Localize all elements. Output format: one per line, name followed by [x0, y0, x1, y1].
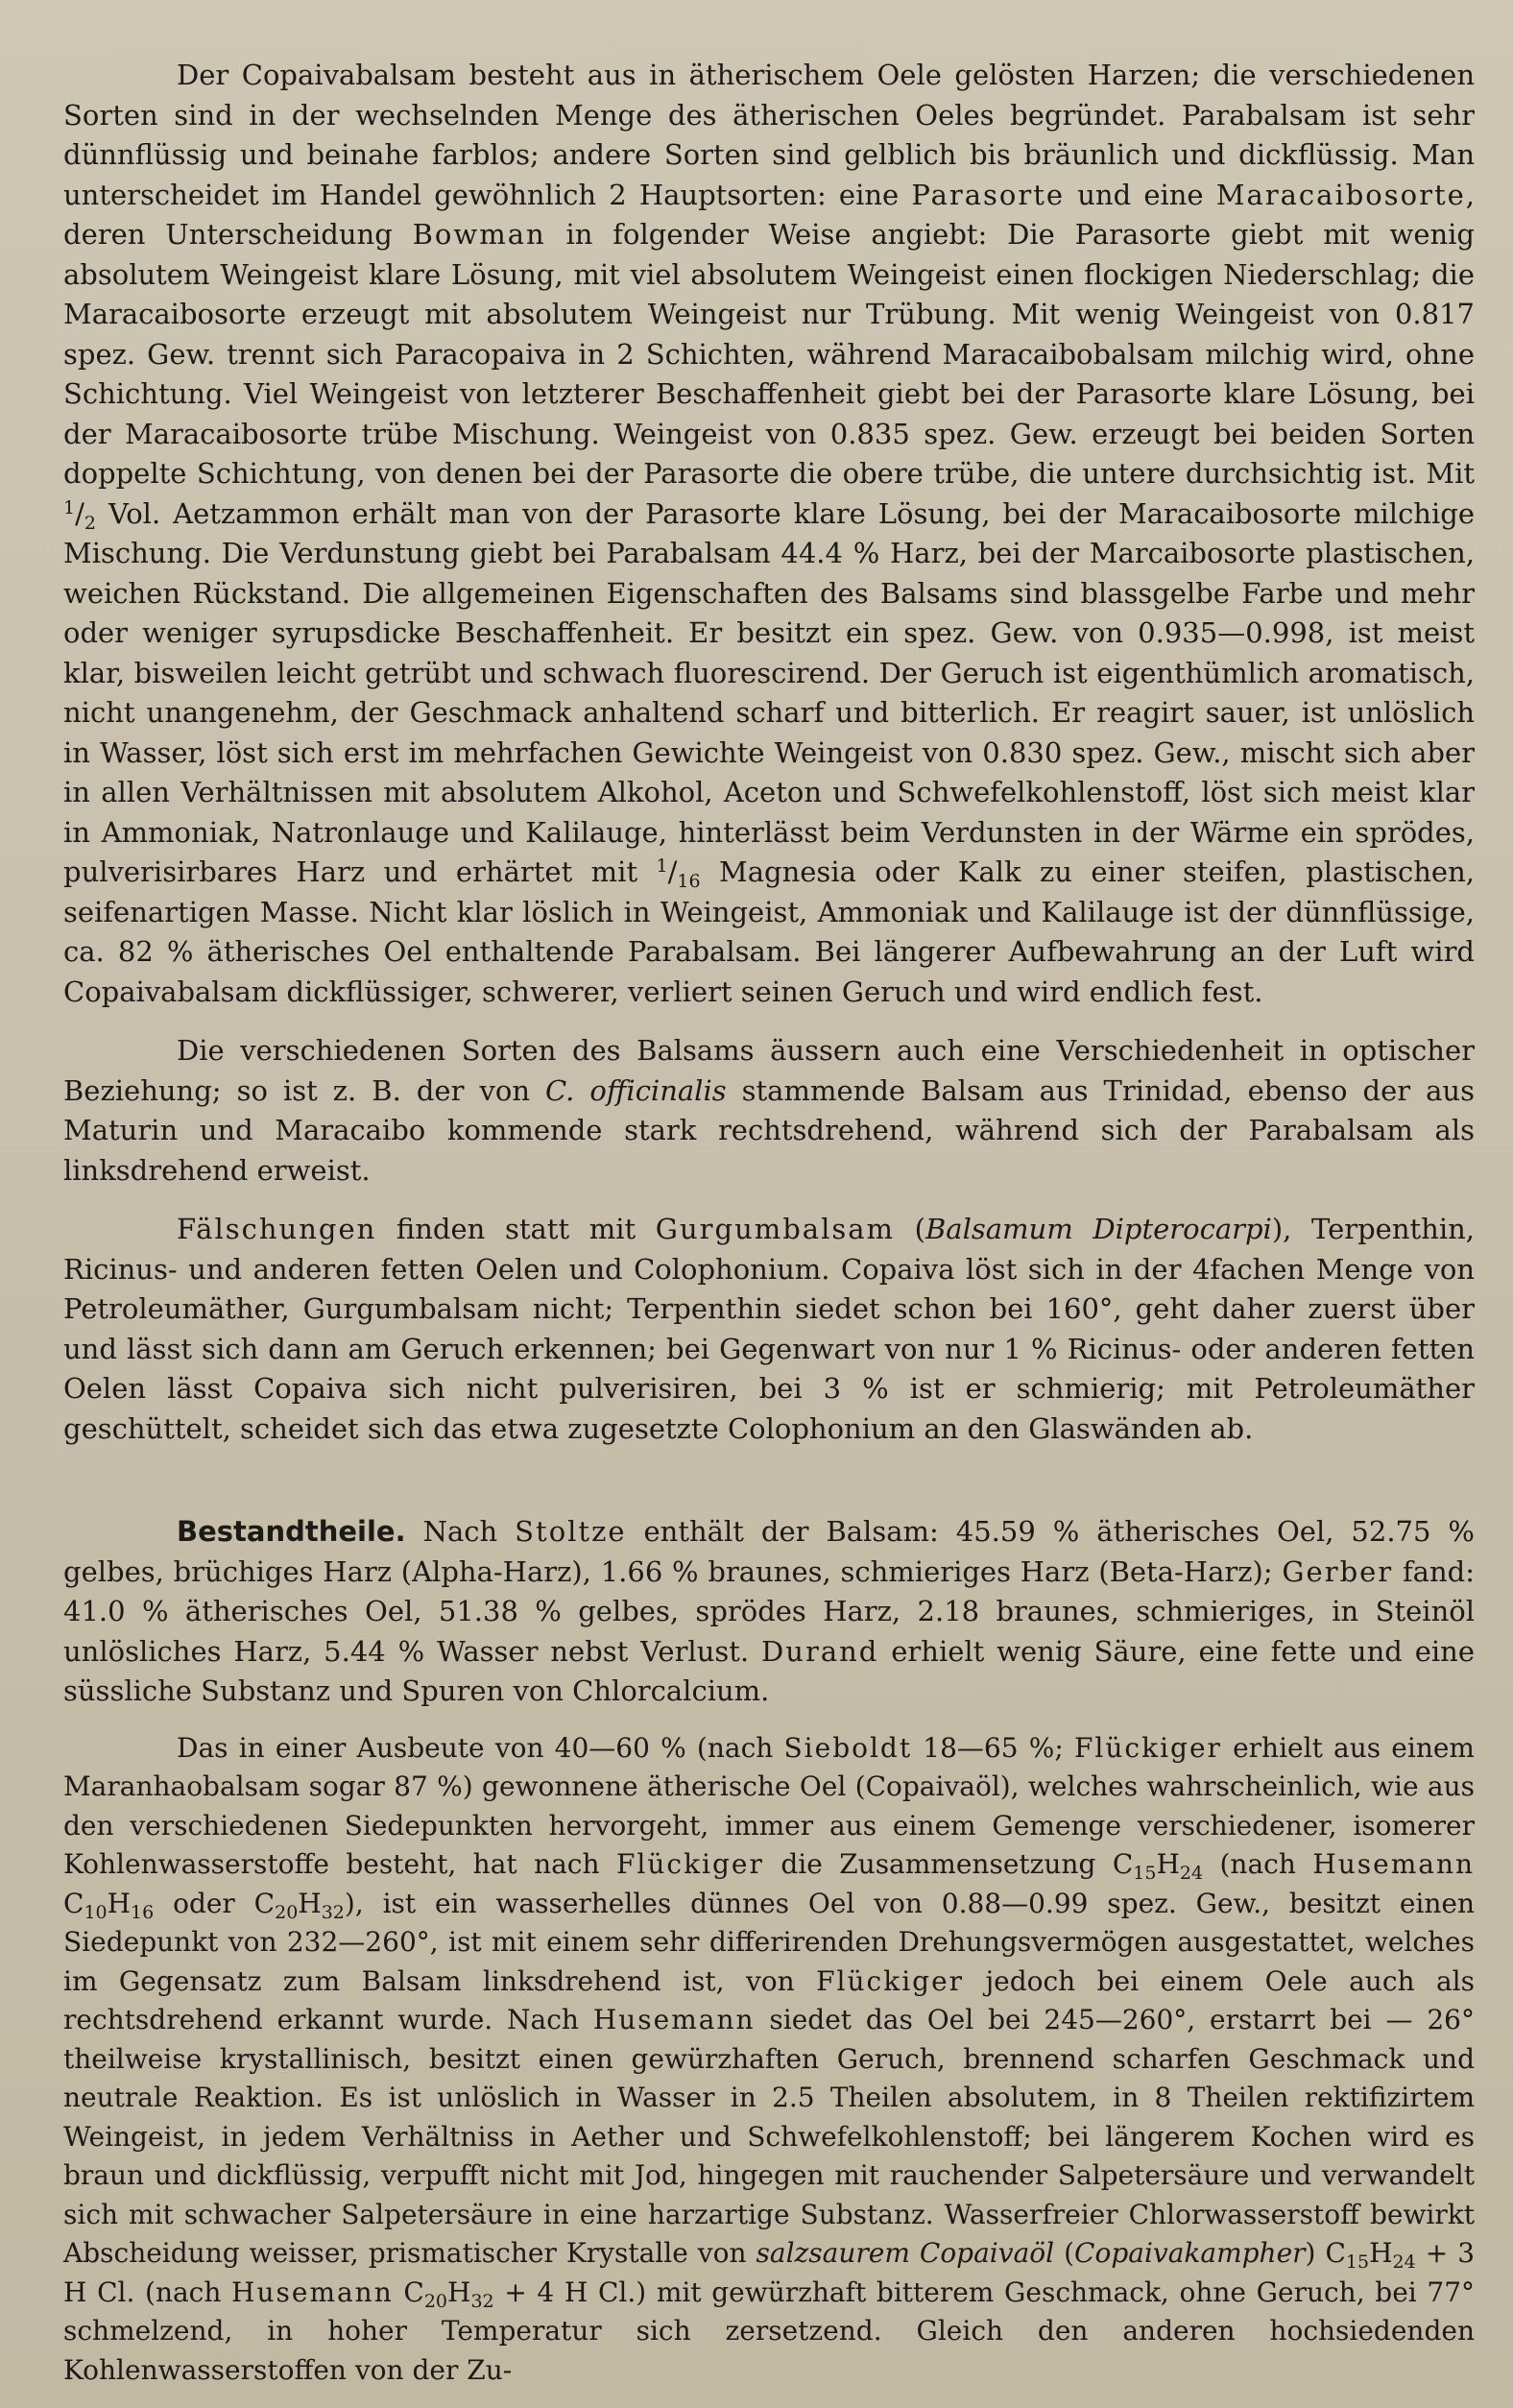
paragraph-constituents: Bestandtheile. Nach Stoltze enthält der Balsam: 45.59 % ätherisches Oel, 52.75 % gelbes, brüchiges Harz (Alpha-Harz), 1.66 % braunes, schmieriges Harz (Beta-Harz); Gerber fand: 41.0 % ätherisches Oel, 51.38 % gelbes, sprödes Harz, 2.18 braunes, schmieriges, in Steinöl unlösliches Harz, 5.44 % Wasser nebst Verlust. Durand erhielt wenig Säure, eine fette und eine süssliche Substanz und Spuren von Chlorcalcium. [63, 1515, 1475, 1707]
text-column [63, 56, 1475, 2390]
paragraph-copaiva-sorts: Der Copaivabalsam besteht aus in ätherischem Oele gelösten Harzen; die verschiedenen Sorten sind in der wechselnden Menge des ätherischen Oeles begründet. Parabalsam ist sehr dünnflüssig und beinahe farblos; andere Sorten sind gelblich bis bräunlich und dickflüssig. Man unterscheidet im Handel gewöhnlich 2 Hauptsorten: eine Parasorte und eine Maracaibosorte, deren Unterscheidung Bowman in folgender Weise angiebt: Die Parasorte giebt mit wenig absolutem Weingeist klare Lösung, mit viel absolutem Weingeist einen flockigen Niederschlag; die Maracaibosorte erzeugt mit absolutem Weingeist nur Trübung. Mit wenig Weingeist von 0.817 spez. Gew. trennt sich Paracopaiva in 2 Schichten, während Maracaibobalsam milchig wird, ohne Schichtung. Viel Weingeist von letzterer Beschaffenheit giebt bei der Parasorte klare Lösung, bei der Maracaibosorte trübe Mischung. Weingeist von 0.835 spez. Gew. erzeugt bei beiden Sorten doppelte Schichtung, von denen bei der Parasorte die obere trübe, die untere durchsichtig ist. Mit $^1/_2$ Vol. Aetzammon erhält man von der Parasorte klare Lösung, bei der Maracaibosorte milchige Mischung. Die Verdunstung giebt bei Parabalsam 44.4 % Harz, bei der Marcaibosorte plastischen, weichen Rückstand. Die allgemeinen Eigenschaften des Balsams sind blassgelbe Farbe und mehr oder weniger syrupsdicke Beschaffenheit. Er besitzt ein spez. Gew. von 0.935—0.998, ist meist klar, bisweilen leicht getrübt und schwach fluorescirend. Der Geruch ist eigenthümlich aromatisch, nicht unangenehm, der Geschmack anhaltend scharf und bitterlich. Er reagirt sauer, ist unlöslich in Wasser, löst sich erst im mehrfachen Gewichte Weingeist von 0.830 spez. Gew., mischt sich aber in allen Verhältnissen mit absolutem Alkohol, Aceton und Schwefelkohlenstoff, löst sich meist klar in Ammoniak, Natronlauge und Kalilauge, hinterlässt beim Verdunsten in der Wärme ein sprödes, pulverisirbares Harz und erhärtet mit $^1/_{16}$ Magnesia oder Kalk zu einer steifen, plastischen, seifenartigen Masse. Nicht klar löslich in Weingeist, Ammoniak und Kalilauge ist der dünnflüssige, ca. 82 % ätherisches Oel enthaltende Parabalsam. Bei längerer Aufbewahrung an der Luft wird Copaivabalsam dickflüssiger, schwerer, verliert seinen Geruch und wird endlich fest. [63, 59, 1475, 1008]
paragraph-essential-oil: Das in einer Ausbeute von 40—60 % (nach Sieboldt 18—65 %; Flückiger erhielt aus einem Maranhaobalsam sogar 87 %) gewonnene ätherische Oel (Copaivaöl), welches wahrscheinlich, wie aus den verschiedenen Siedepunkten hervorgeht, immer aus einem Gemenge verschiedener, isomerer Kohlenwasserstoffe besteht, hat nach Flückiger die Zusammensetzung $C_{15}H_{24}$ (nach Husemann $C_{10}H_{16}$ oder $C_{20}H_{32}$), ist ein wasserhelles dünnes Oel von 0.88—0.99 spez. Gew., besitzt einen Siedepunkt von 232—260°, ist mit einem sehr differirenden Drehungsvermögen ausgestattet, welches im Gegensatz zum Balsam linksdrehend ist, von Flückiger jedoch bei einem Oele auch als rechtsdrehend erkannt wurde. Nach Husemann siedet das Oel bei 245—260°, erstarrt bei — 26° theilweise krystallinisch, besitzt einen gewürzhaften Geruch, brennend scharfen Geschmack und neutrale Reaktion. Es ist unlöslich in Wasser in 2.5 Theilen absolutem, in 8 Theilen rektifizirtem Weingeist, in jedem Verhältniss in Aether und Schwefelkohlenstoff; bei längerem Kochen wird es braun und dickflüssig, verpufft nicht mit Jod, hingegen mit rauchender Salpetersäure und verwandelt sich mit schwacher Salpetersäure in eine harzartige Substanz. Wasserfreier Chlorwasserstoff bewirkt Abscheidung weisser, prismatischer Krystalle von salzsaurem Copaivaöl (Copaivakampher) $C_{15}H_{24} + 3$ H Cl. (nach Husemann $C_{20}H_{32} + 4$ H Cl.) mit gewürzhaft bitterem Geschmack, ohne Geruch, bei 77° schmelzend, in hoher Temperatur sich zersetzend. Gleich den anderen hochsiedenden Kohlenwasserstoffen von der Zu- [63, 1731, 1476, 2386]
paragraph-optical-rotation: Die verschiedenen Sorten des Balsams äussern auch eine Verschiedenheit in optischer Beziehung; so ist z. B. der von C. officinalis stammende Balsam aus Trinidad, ebenso der aus Maturin und Maracaibo kommende stark rechtsdrehend, während sich der Parabalsam als linksdrehend erweist. [63, 1034, 1475, 1187]
section-heading: Bestandtheile. [177, 1515, 406, 1548]
paragraph-adulterations: Fälschungen finden statt mit Gurgumbalsam (Balsamum Dipterocarpi), Terpenthin, Ricinus- und anderen fetten Oelen und Colophonium. Copaiva löst sich in der 4fachen Menge von Petroleumäther, Gurgumbalsam nicht; Terpenthin siedet schon bei 160°, geht daher zuerst über und lässt sich dann am Geruch erkennen; bei Gegenwart von nur 1 % Ricinus- oder anderen fetten Oelen lässt Copaiva sich nicht pulverisiren, bei 3 % ist er schmierig; mit Petroleumäther geschüttelt, scheidet sich das etwa zugesetzte Colophonium an den Glaswänden ab. [63, 1213, 1476, 1445]
